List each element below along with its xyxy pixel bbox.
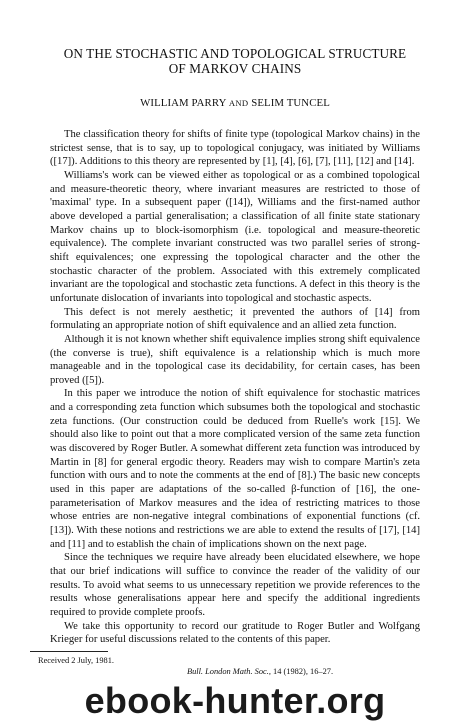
article-body — [50, 128, 420, 647]
journal-name: Bull. London Math. Soc. — [186, 667, 269, 676]
paragraph-5: In this paper we introduce the notion of shift equivalence for stochastic matrices and a corresponding zeta function which subsumes both the topological and stochastic zeta functions. (Our construction could be deduced from Ruelle's work [15]. We should also like to point out that a more complicated version of the same zeta function was discovered by Roger Butler. A somewhat different zeta function was introduced by Martin in [8] for general ergodic theory. Readers may wish to compare Martin's zeta function with ours and to note the comments at the end of [8].) The basic new concepts used in this paper are adaptations of the so-called β-function of [16], the one-parameterisation of Markov measures and the idea of restricting matrices to those whose entries are non-negative integral combinations of exponential functions (cf. [13]). With these notions and restrictions we are able to extend the results of [17], [14] and [11] and to establish the chain of implications shown on the next page. — [50, 388, 420, 550]
article-title — [0, 46, 470, 76]
paragraph-2: Williams's work can be viewed either as topological or as a combined topological and measure-theoretic theory, where invariant measures are restricted to those of 'maximal' type. In a subsequent paper ([14]), Williams and the first-named author above developed a partial generalisation; a classification of all finite state stationary Markov chains up to block-isomorphism (i.e. topological and measure-theoretic equivalence). The complete invariant constructed was two parallel series of strong-shift equivalences; one expressing the topological character and the other the stochastic character of the problem. Associated with this extremely complicated invariant are the topological and stochastic zeta functions. A defect in this theory is the unfortunate dislocation of invariants into topological and stochastic aspects. — [50, 169, 420, 304]
author-conjunction: AND — [228, 98, 249, 108]
title-line-1: ON THE STOCHASTIC AND TOPOLOGICAL STRUCTURE — [63, 46, 407, 61]
paragraph-3: This defect is not merely aesthetic; it prevented the authors of [14] from formulating an appropriate notion of shift equivalence and an allied zeta function. — [50, 306, 420, 332]
author-first: WILLIAM PARRY — [140, 97, 227, 109]
paragraph-4: Although it is not known whether shift equivalence implies strong shift equivalence (the converse is true), shift equivalence is a relationship which is much more manageable and in the topological case its decidability, for certain cases, has been proved ([5]). — [50, 333, 420, 386]
author-second: SELIM TUNCEL — [251, 97, 330, 109]
journal-reference: , 14 (1982), 16–27. — [268, 667, 334, 676]
author-line — [0, 97, 470, 109]
paragraph-7: We take this opportunity to record our gratitude to Roger Butler and Wolfgang Krieger for useful discussions related to the contents of this paper. — [50, 620, 420, 646]
watermark-text: ebook-hunter.org — [84, 680, 386, 721]
journal-citation — [0, 667, 470, 676]
title-line-2: OF MARKOV CHAINS — [168, 61, 302, 76]
received-date: Received 2 July, 1981. — [38, 656, 114, 665]
paragraph-6: Since the techniques we require have already been elucidated elsewhere, we hope that our brief indications will suffice to convince the reader of the validity of our results. To avoid what seems to us unnecessary repetition we provide references to the results whose generalisations appear here and specify the additional ingredients required to provide complete proofs. — [50, 552, 420, 618]
paragraph-1: The classification theory for shifts of finite type (topological Markov chains) in the strictest sense, that is to say, up to topological conjugacy, was initiated by Williams ([17]). Additions to this theory are represented by [1], [4], [6], [7], [11], [12] and [14]. — [50, 129, 420, 168]
footnote-divider — [30, 651, 108, 652]
